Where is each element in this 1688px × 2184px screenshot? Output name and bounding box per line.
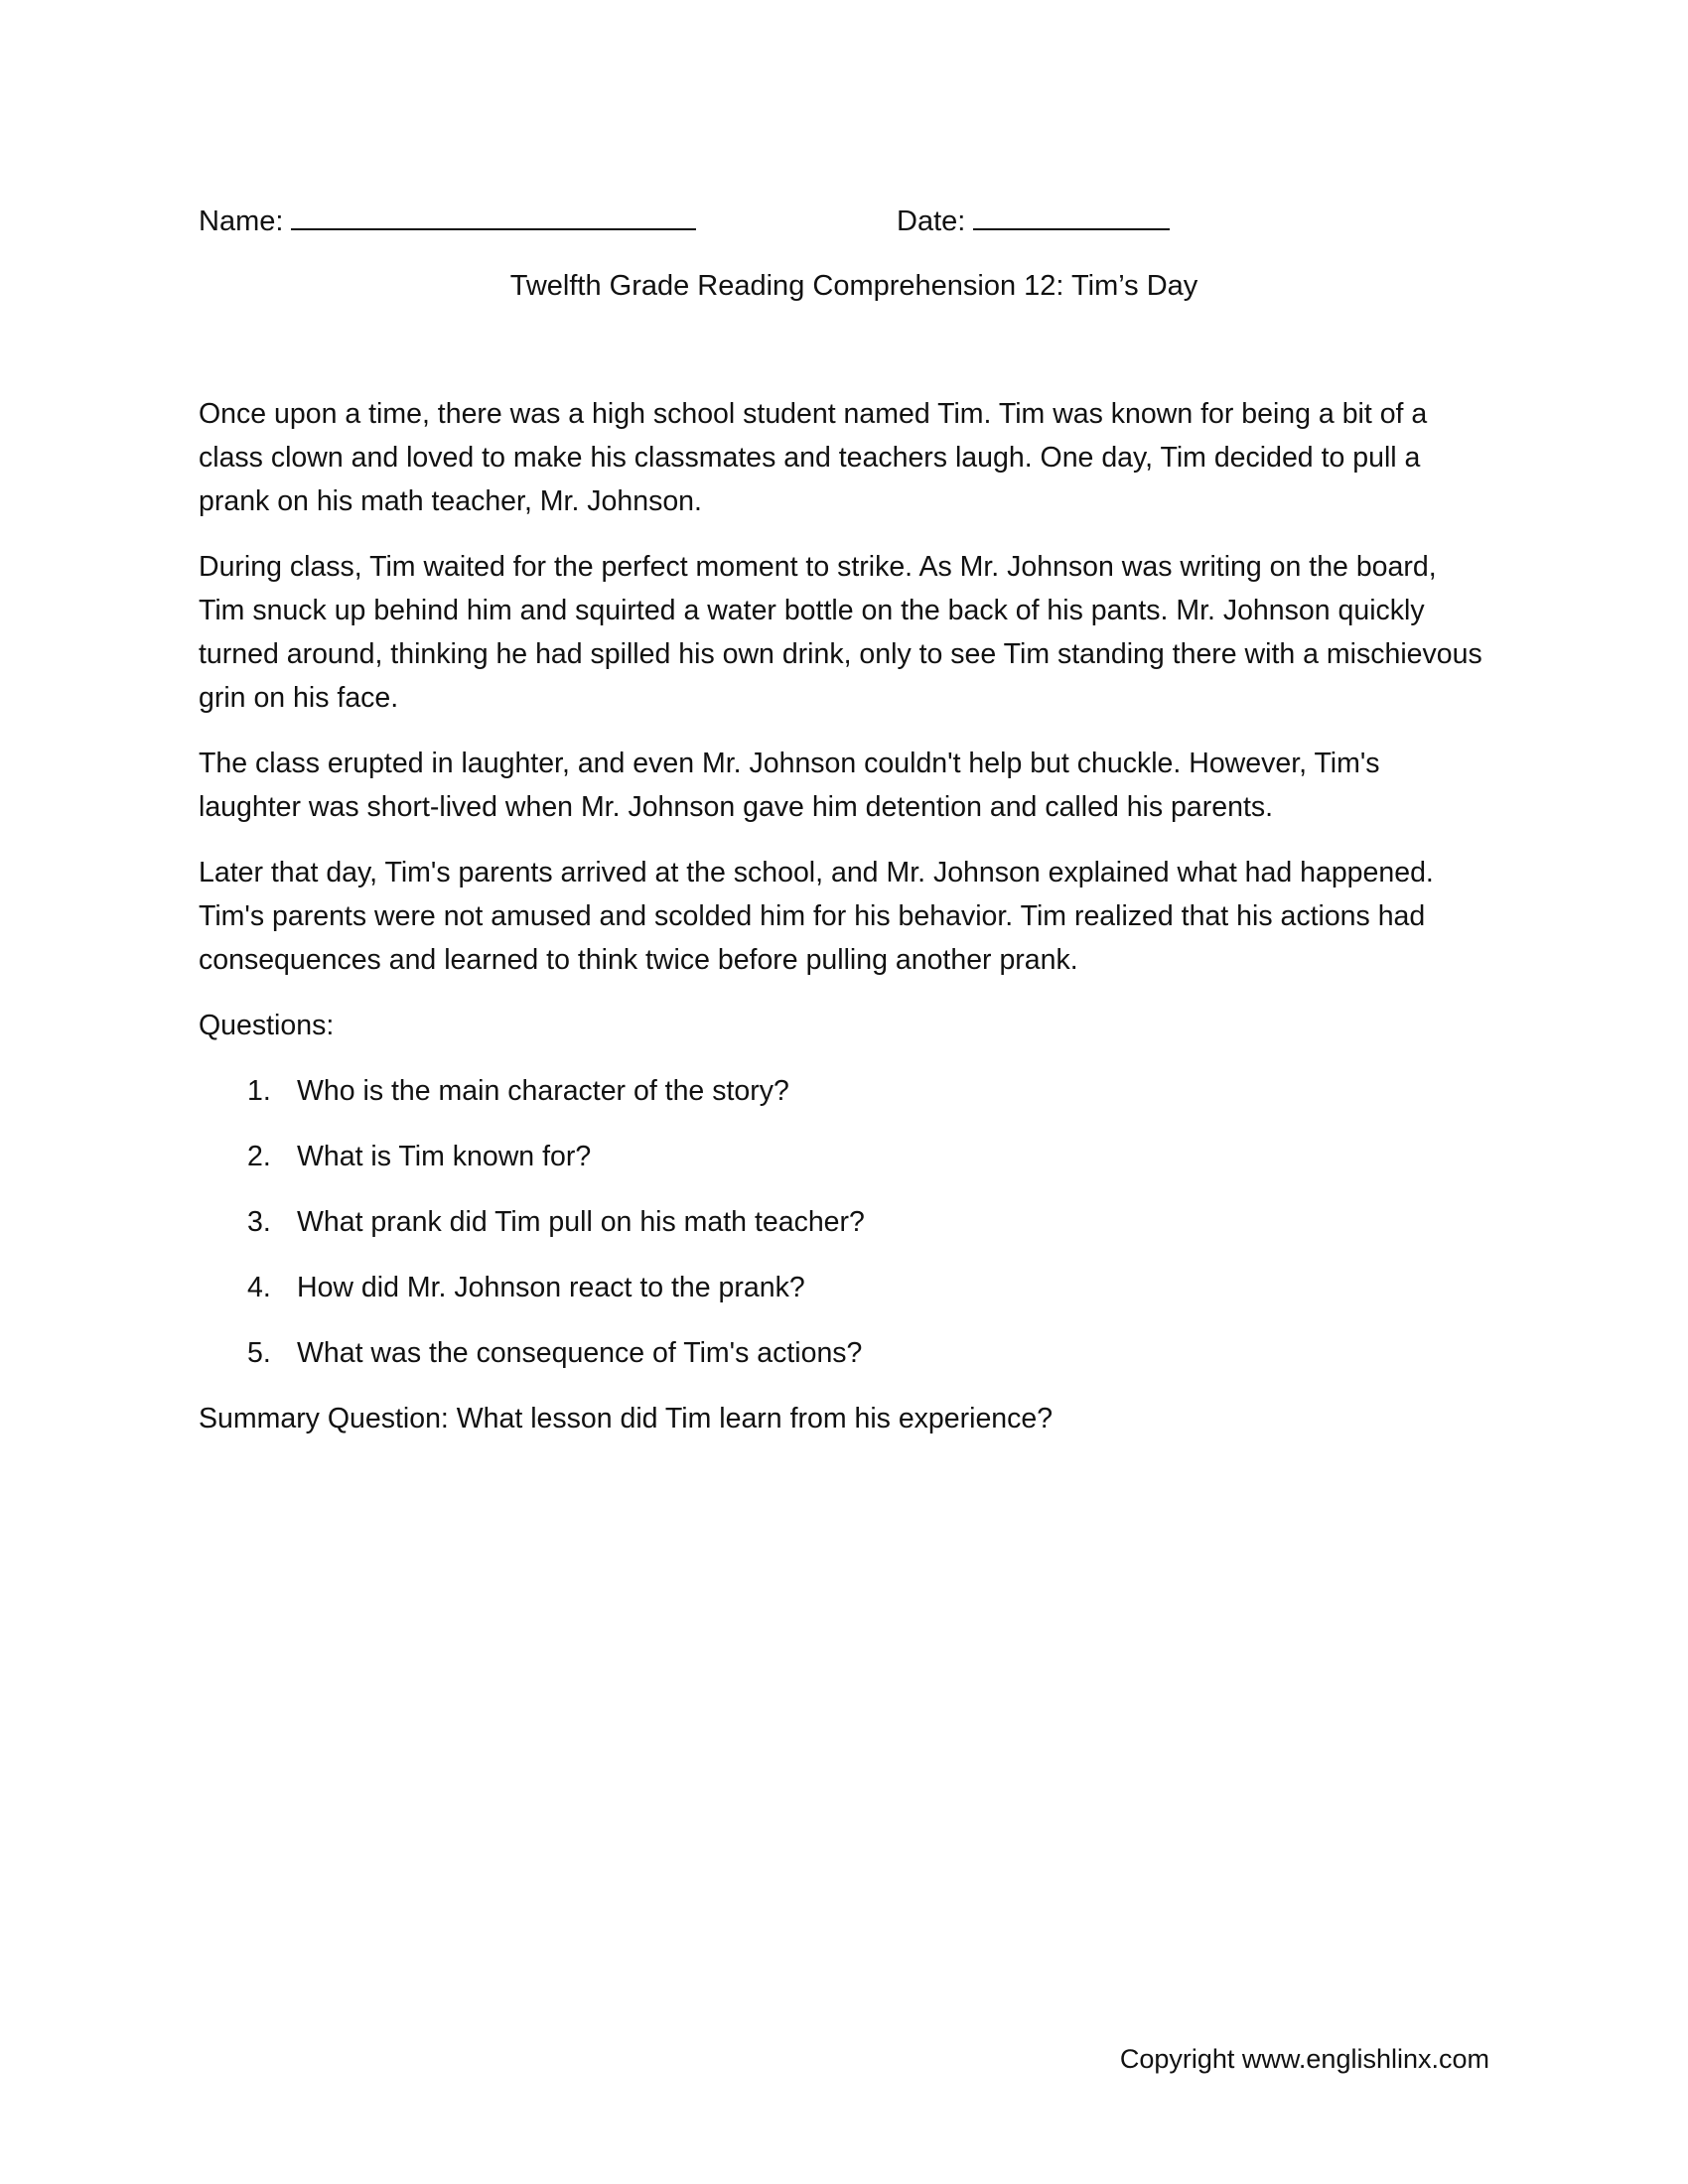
date-blank-line xyxy=(973,199,1170,230)
question-item xyxy=(199,1069,1489,1113)
summary-question: Summary Question: What lesson did Tim learn from his experience? xyxy=(199,1403,1054,1434)
question-item xyxy=(199,1266,1489,1309)
question-item xyxy=(199,1200,1489,1244)
worksheet-title: Twelfth Grade Reading Comprehension 12: Tim’s Day xyxy=(509,270,1198,302)
date-field xyxy=(897,199,1170,243)
question-number: 2. xyxy=(247,1141,271,1172)
question-text: Who is the main character of the story? xyxy=(297,1075,789,1107)
question-text: What prank did Tim pull on his math teacher? xyxy=(297,1206,865,1238)
question-text: What is Tim known for? xyxy=(297,1141,592,1172)
questions-heading: Questions: xyxy=(199,1010,335,1041)
copyright-notice: Copyright www.englishlinx.com xyxy=(1119,2044,1489,2074)
date-label: Date: xyxy=(897,205,966,237)
questions-list xyxy=(199,1069,1489,1375)
question-text: How did Mr. Johnson react to the prank? xyxy=(297,1272,805,1303)
question-item xyxy=(199,1135,1489,1178)
header-row xyxy=(199,199,1489,242)
passage-paragraph-3: The class erupted in laughter, and even Mr. Johnson couldn't help but chuckle. However, Tim's laughter was short-lived when Mr. Johnson gave him detention and called his parents. xyxy=(199,748,1380,823)
question-number: 5. xyxy=(247,1337,271,1369)
question-number: 3. xyxy=(247,1206,271,1238)
worksheet-body xyxy=(199,392,1489,1462)
question-number: 1. xyxy=(247,1075,271,1107)
passage-paragraph-2: During class, Tim waited for the perfect moment to strike. As Mr. Johnson was writing on the board, Tim snuck up behind him and squirted a water bottle on the back of his pants. Mr. Johnson quickly turned around, thinking he had spilled his own drink, only to see Tim standing there with a mischievous grin on his face. xyxy=(199,551,1482,714)
question-number: 4. xyxy=(247,1272,271,1303)
question-text: What was the consequence of Tim's actions? xyxy=(297,1337,863,1369)
passage-paragraph-4: Later that day, Tim's parents arrived at the school, and Mr. Johnson explained what had happened. Tim's parents were not amused and scolded him for his behavior. Tim realized that his actions had consequences and learned to think twice before pulling another prank. xyxy=(199,857,1434,976)
name-field xyxy=(199,199,696,243)
question-item xyxy=(199,1331,1489,1375)
passage-paragraph-1: Once upon a time, there was a high school student named Tim. Tim was known for being a bit of a class clown and loved to make his classmates and teachers laugh. One day, Tim decided to pull a prank on his math teacher, Mr. Johnson. xyxy=(199,398,1428,517)
name-label: Name: xyxy=(199,205,284,237)
name-blank-line xyxy=(291,199,696,230)
